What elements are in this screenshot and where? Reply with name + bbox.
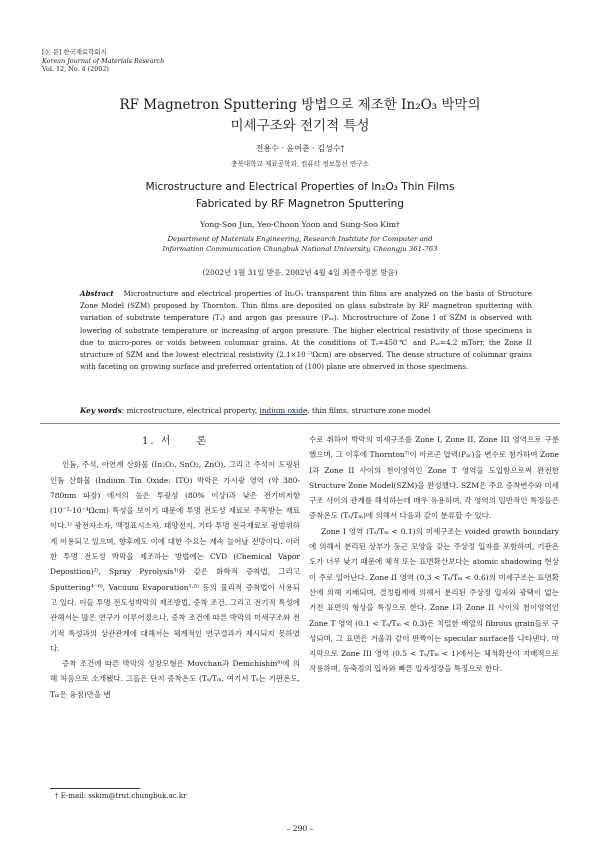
intro-paragraph-2: 증착 조건에 따른 박막의 성장모형은 Movchan과 Demchishin⁶⁾에 의해 처음으로 소개됐다. 그들은 단지 증착온도 (Tₛ/Tₘ, 여기서 Tₛ는 기판온도, Tₘ은 융점)만을 변: [50, 659, 300, 699]
english-title-line-2: Fabricated by RF Magnetron Sputtering: [195, 197, 405, 210]
korean-authors: 전용수 · 윤여춘 · 김성수†: [255, 144, 345, 153]
keywords-text-after: , thin films, structure zone model: [307, 406, 431, 415]
english-affiliation-line-2: Information Communication Chungbuk National University, Cheongju 361-763: [162, 245, 438, 253]
keywords-text-before: : microstructure, electrical property,: [121, 406, 260, 415]
left-column: [50, 432, 300, 702]
intro-paragraph-continued: 수로 취하여 박막의 미세구조를 Zone I, Zone II, Zone III 영역으로 구분했으며, 그 이후에 Thornton⁷⁾이 아르곤 압력(Pₐᵣ)을 변수로 첨가하여 Zone I과 Zone II 사이의 천이영역인 Zone T 영역을 도입함으로써 완전한 Structure Zone Model(SZM)을 완성했다. SZM은 주요 증착변수와 미세구조 사이의 관계를 해석하는데 매우 유용하며, 각 영역의 일반적인 특징들은 증착온도 (Tₛ/Tₘ)에 의해서 다음과 같이 분류할 수 있다.: [309, 435, 559, 521]
english-affiliation-line-1: Department of Materials Engineering, Research Institute for Computer and: [167, 235, 433, 243]
korean-affiliation: 충북대학교 재료공학과, 컴퓨터 정보통신 연구소: [231, 160, 369, 168]
abstract-text: Microstructure and electrical properties of In₂O₃ transparent thin films are analyzed on the basis of Structure Zone Model (SZM) proposed by Thornton. Thin films are deposited on glass substrate by RF magnetron sputtering with variation of substrate temperature (Tₛ) and argon gas pressure (Pₐᵣ). Microstructure of Zone I of SZM is observed with lowering of substrate temperature or increasing of argon pressure. The higher electrical resistivity of those specimens is due to micro-pores or voids between columnar grains. At the conditions of Tₛ=450℃ and Pₐᵣ=4.2 mTorr, the Zone II structure of SZM and the lowest electrical resistivity (2.1×10⁻³Ωcm) are observed. The dense structure of columnar grains with faceting on growing surface and preferred orientation of (100) plane are observed in those specimens.: [80, 289, 532, 372]
page-number: – 290 –: [286, 824, 314, 833]
journal-line-1: [논 문] 한국재료학회지: [42, 48, 107, 56]
keyword-highlight: indium oxide: [259, 406, 308, 415]
right-column: [309, 432, 559, 677]
footnote-rule: [50, 788, 140, 789]
journal-volume: Vol. 12, No. 4 (2002): [42, 65, 109, 74]
keywords-label: Key words: [80, 406, 122, 415]
section-heading: 1. 서 론: [141, 436, 209, 447]
journal-info: [42, 48, 164, 74]
received-dates: (2002년 1월 31일 받음, 2002년 4월 4일 최종수정본 받음): [202, 268, 398, 277]
keywords: [80, 406, 532, 415]
english-authors: Yong-Soo Jun, Yeo-Choon Yoon and Sung-Soo Kim†: [200, 220, 400, 229]
korean-title-line-2: 미세구조와 전기적 특성: [230, 118, 370, 134]
english-title: [60, 179, 540, 212]
section-divider: [40, 423, 560, 424]
abstract-label: Abstract: [80, 289, 114, 298]
english-title-line-1: Microstructure and Electrical Properties of In₂O₃ Thin Films: [145, 181, 455, 193]
footnote-email: † E-mail: sskim@trut.chungbuk.ac.kr: [55, 792, 187, 800]
korean-title: [60, 95, 540, 137]
intro-paragraph-1: 인듐, 주석, 아연계 산화물 (In₂O₃, SnO₂, ZnO), 그리고 주석이 도핑된 인듐 산화물 (Indium Tin Oxide: ITO) 박막은 가시광 영역 (약 380-780nm 파장) 에서의 높은 투광성 (80% 이상)과 낮은 전기비저항 (10⁻²-10⁻⁴Ωcm) 특성을 보이기 때문에 투명 전도성 재료로 주목받는 재료이다.¹⁾ 광전자소자, 액정표시소자, 태양전지, 기타 투명 전극재료로 광범위하게 이용되고 있으며, 향후에도 이에 대한 수요는 계속 늘어날 전망이다. 이러한 투명 전도성 박막을 제조하는 방법에는 CVD (Chemical Vapor Deposition)²⁾, Spray Pyrolysis³⁾와 같은 화학적 증착법, 그리고 Sputtering⁴⁻⁶⁾, Vacuum Evaporation¹·⁵⁾ 등의 물리적 증착법이 사용되고 있다. 이들 투명 전도성박막의 제조방법, 증착 조건, 그리고 전기적 특성에 관해서는 많은 연구가 이루어졌으나, 증착 조건에 따른 박막의 미세구조와 전기적 특성과의 상관관계에 대해서는 체계적인 연구결과가 제시되지 못하였다.: [50, 460, 300, 653]
korean-title-line-1: RF Magnetron Sputtering 방법으로 제조한 In₂O₃ 박막의: [119, 97, 481, 113]
journal-line-2: Korean Journal of Materials Research: [42, 56, 165, 65]
abstract: [80, 288, 532, 373]
zone-description-paragraph: Zone I 영역 (Tₛ/Tₘ < 0.1)의 미세구조는 voided growth boundary에 의해서 분리된 상부가 둥근 모양을 갖는 주상정 입자를 포함하며, 기판온도가 너무 낮기 때문에 체적 또는 표면확산보다는 atomic shadowing 현상이 주로 일어난다. Zone II 영역 (0.3 < Tₛ/Tₘ < 0.6)의 미세구조는 표면확산에 의해 지배되며, 결정립계에 의해서 분리된 주상정 입자와 광택이 없는 거친 표면의 형상을 특징으로 한다. Zone I과 Zone II 사이의 천이영역인 Zone T 영역 (0.1 < Tₛ/Tₘ < 0.3)은 치밀한 배열의 fibrous grain들로 구성되며, 그 표면은 거울과 같이 반짝이는 specular surface를 나타낸다. 마지막으로 Zone III 영역 (0.5 < Tₛ/Tₘ < 1)에서는 체적확산이 지배적으로 작용하며, 등축정의 입자와 빠른 입자성장을 특징으로 한다.: [309, 526, 559, 674]
english-affiliation: [0, 234, 600, 254]
